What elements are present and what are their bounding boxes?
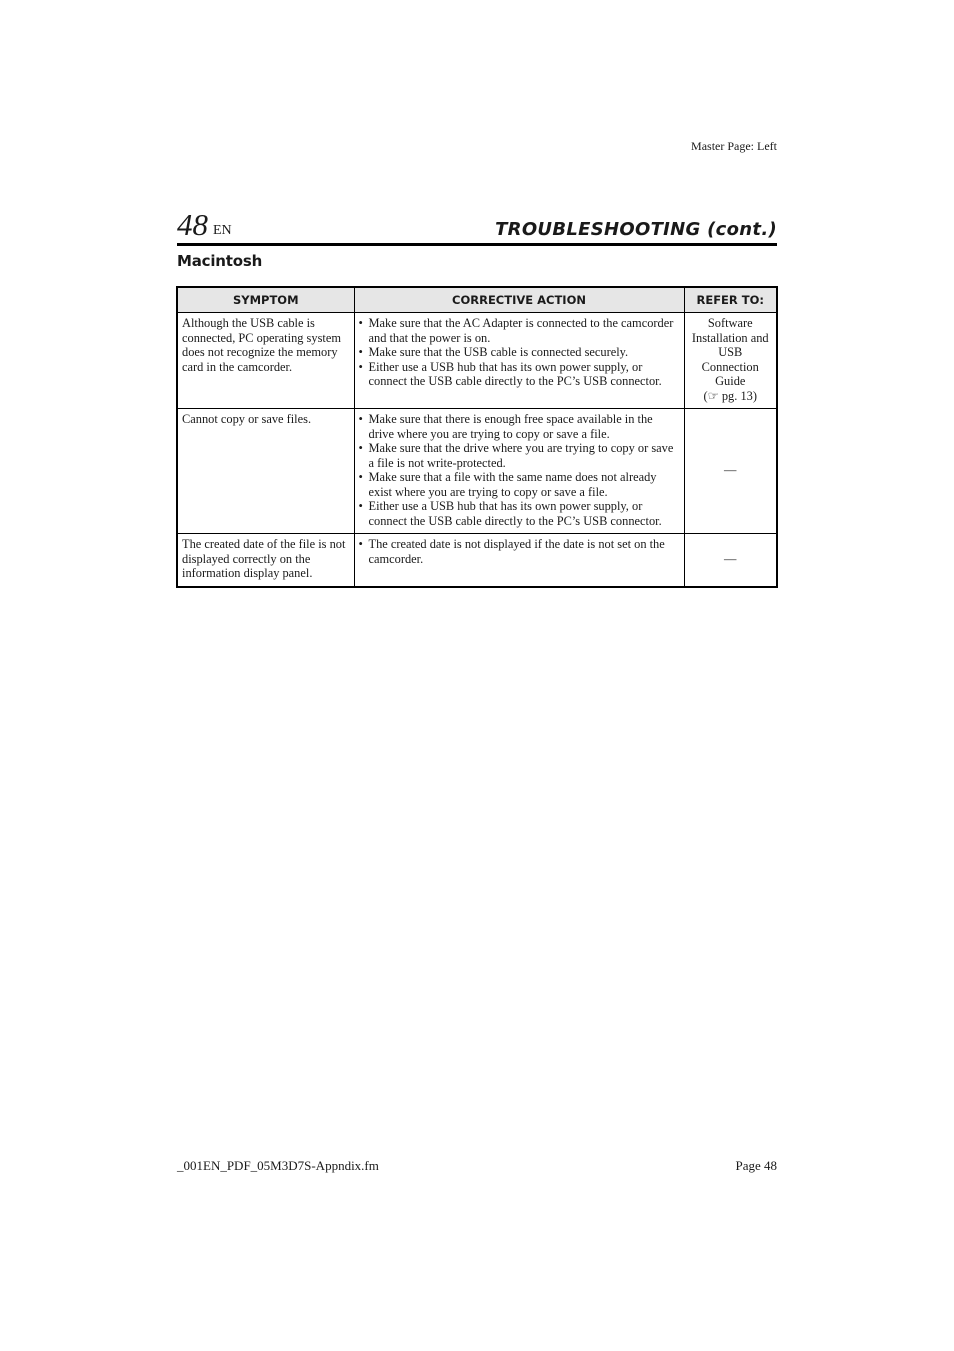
refer-page: (☞ pg. 13)	[703, 388, 757, 403]
action-item: • Either use a USB hub that has its own power supply, or connect the USB cable directly to the PC’s USB connector.	[359, 499, 680, 528]
table-row	[177, 409, 777, 534]
page-language: EN	[213, 223, 232, 238]
subheading: Macintosh	[177, 252, 263, 270]
action-item: • Make sure that there is enough free space available in the drive where you are trying to copy or save a file.	[359, 412, 680, 441]
troubleshooting-table	[176, 286, 778, 588]
section-title: TROUBLESHOOTING (cont.)	[495, 219, 777, 240]
symptom-cell: Cannot copy or save files.	[177, 409, 354, 534]
master-page-label: Master Page: Left	[691, 139, 777, 153]
column-header-refer-to: REFER TO:	[684, 287, 777, 313]
symptom-cell: Although the USB cable is connected, PC operating system does not recognize the memory card in the camcorder.	[177, 313, 354, 409]
refer-cell: —	[684, 409, 777, 534]
footer-page-label: Page 48	[735, 1158, 777, 1173]
action-list	[359, 316, 680, 389]
action-item: • Make sure that the drive where you are trying to copy or save a file is not write-protected.	[359, 441, 680, 470]
action-cell	[354, 409, 684, 534]
action-cell	[354, 534, 684, 587]
symptom-cell: The created date of the file is not displayed correctly on the information display panel.	[177, 534, 354, 587]
footer-filename: _001EN_PDF_05M3D7S-Appndix.fm	[177, 1158, 379, 1173]
action-cell	[354, 313, 684, 409]
refer-text: Software Installation and USB Connection Guide	[691, 316, 769, 388]
action-list	[359, 412, 680, 528]
table-row	[177, 313, 777, 409]
action-item: • Make sure that the USB cable is connected securely.	[359, 345, 680, 360]
table-header-row	[177, 287, 777, 313]
action-item: • Make sure that the AC Adapter is connected to the camcorder and that the power is on.	[359, 316, 680, 345]
column-header-corrective-action: CORRECTIVE ACTION	[354, 287, 684, 313]
page-header	[177, 206, 777, 246]
refer-cell	[684, 313, 777, 409]
action-item: • Either use a USB hub that has its own power supply, or connect the USB cable directly to the PC’s USB connector.	[359, 360, 680, 389]
table-row	[177, 534, 777, 587]
action-item: • The created date is not displayed if the date is not set on the camcorder.	[359, 537, 680, 566]
action-item: • Make sure that a file with the same name does not already exist where you are trying to copy or save a file.	[359, 470, 680, 499]
page-number: 48	[177, 207, 208, 242]
action-list	[359, 537, 680, 566]
refer-cell: —	[684, 534, 777, 587]
column-header-symptom: SYMPTOM	[177, 287, 354, 313]
